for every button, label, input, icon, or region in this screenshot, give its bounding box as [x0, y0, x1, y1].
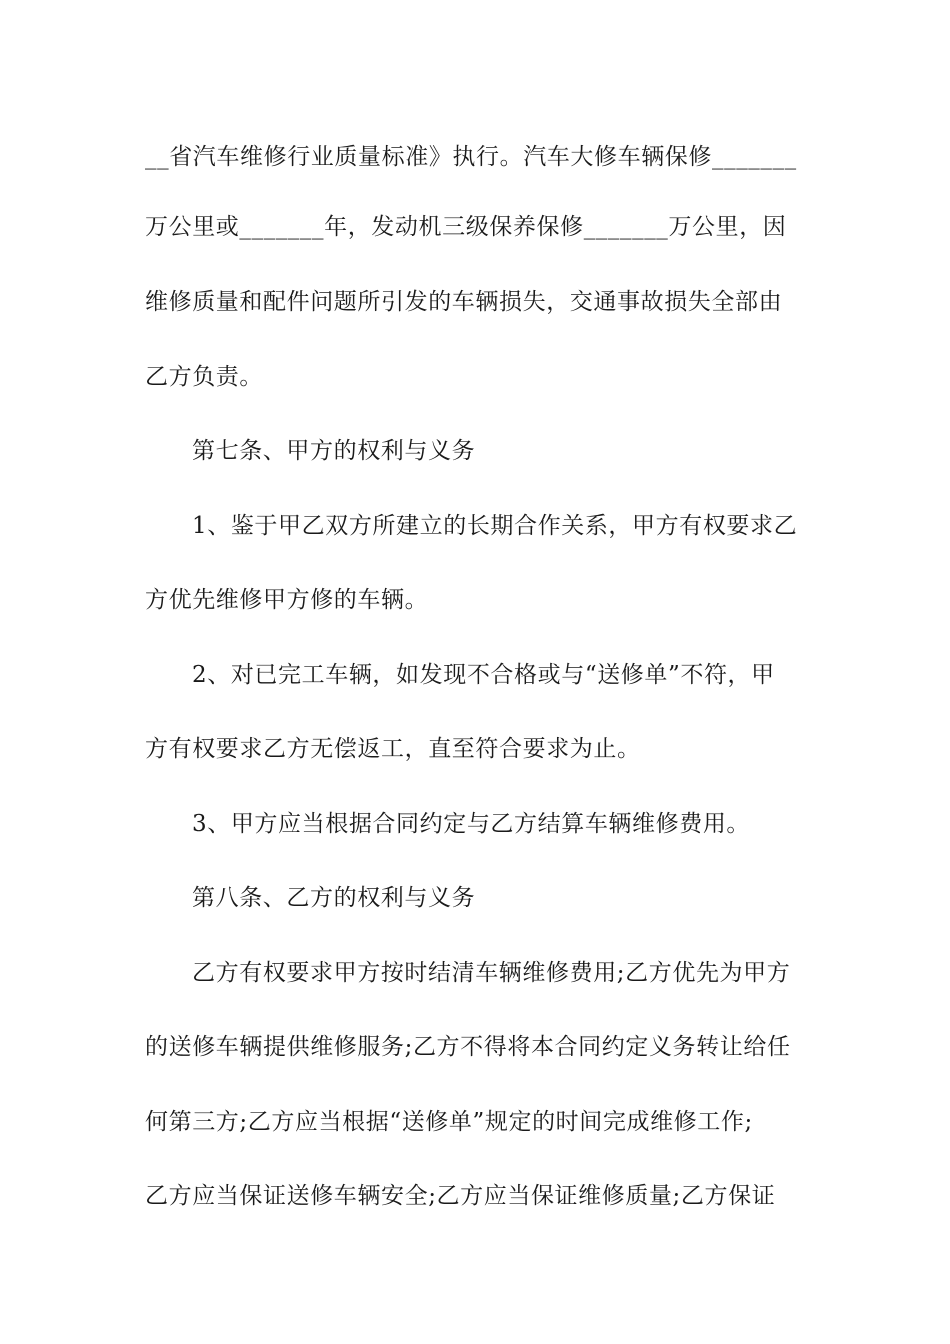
text-line: 方优先维修甲方修的车辆。	[145, 587, 429, 613]
text-line: 乙方应当保证送修车辆安全;乙方应当保证维修质量;乙方保证	[145, 1183, 776, 1209]
text-line: 的送修车辆提供维修服务;乙方不得将本合同约定义务转让给任	[145, 1034, 791, 1060]
text-line: 维修质量和配件问题所引发的车辆损失，交通事故损失全部由	[145, 289, 783, 315]
text-line: 乙方有权要求甲方按时结清车辆维修费用;乙方优先为甲方	[192, 960, 791, 986]
section-heading: 第七条、甲方的权利与义务	[192, 438, 476, 464]
text-line: 乙方负责。	[145, 364, 263, 390]
text-line: 1、鉴于甲乙双方所建立的长期合作关系，甲方有权要求乙	[192, 513, 798, 539]
text-line: 3、甲方应当根据合同约定与乙方结算车辆维修费用。	[192, 811, 751, 837]
section-heading: 第八条、乙方的权利与义务	[192, 885, 476, 911]
text-line: 2、对已完工车辆，如发现不合格或与“送修单”不符，甲	[192, 662, 775, 688]
text-line: 方有权要求乙方无偿返工，直至符合要求为止。	[145, 736, 641, 762]
text-line: 何第三方;乙方应当根据“送修单”规定的时间完成维修工作;	[145, 1109, 753, 1135]
text-line: __省汽车维修行业质量标准》执行。汽车大修车辆保修_______	[145, 144, 797, 170]
text-line: 万公里或_______年，发动机三级保养保修_______万公里，因	[145, 214, 787, 240]
